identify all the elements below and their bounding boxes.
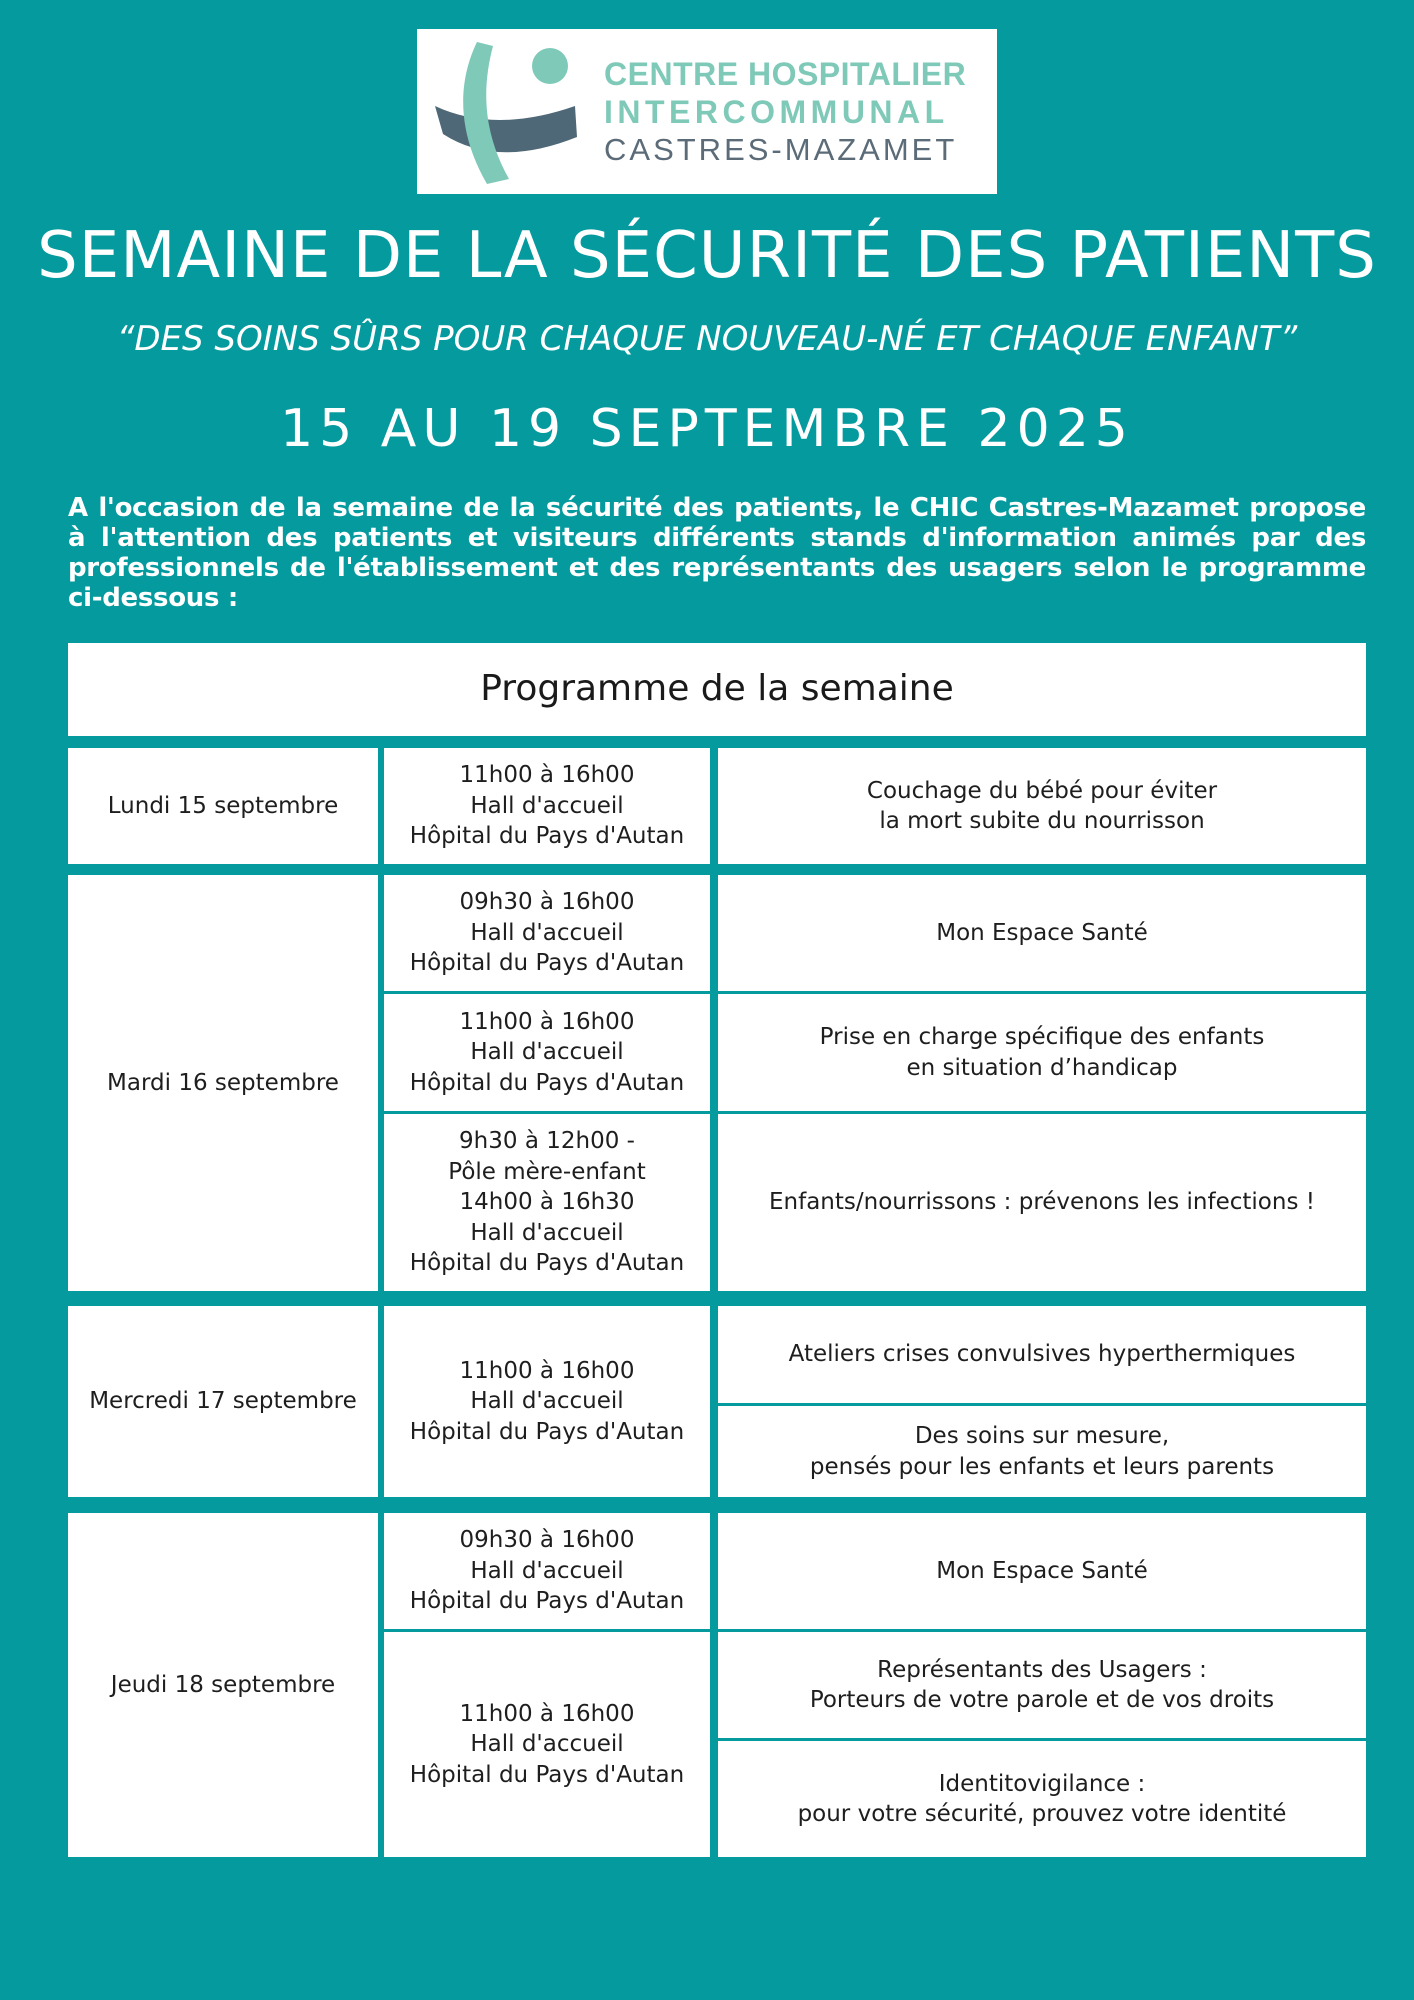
topic-cell [718,1513,1366,1629]
topic-text: Des soins sur mesure, pensés pour les enfants et leurs parents [809,1423,1275,1480]
topic-text: Enfants/nourrissons : prévenons les infections ! [769,1189,1315,1216]
topic-text: Ateliers crises convulsives hyperthermiques [788,1341,1296,1368]
topic-text: Mon Espace Santé [936,919,1148,946]
day-label: Lundi 15 septembre [107,792,339,819]
time-location-cell [384,1632,710,1857]
logo-line-2: INTERCOMMUNAL [604,94,949,130]
time-location-text: 9h30 à 12h00 - Pôle mère-enfant 14h00 à 16h30 Hall d'accueil Hôpital du Pays d'Autan [409,1128,685,1277]
intro-paragraph: A l'occasion de la semaine de la sécurité des patients, le CHIC Castres-Mazamet propose à l'attention des patients et visiteurs différents stands d'information animés par des professionnels de l'établissement et des représentants des usagers selon le programme ci-dessous : [68,493,1366,613]
day-label: Jeudi 18 septembre [110,1671,336,1698]
time-location-cell [384,994,710,1111]
logo-line-1: CENTRE HOSPITALIER [604,56,967,92]
day-label: Mardi 16 septembre [107,1069,339,1096]
day-label: Mercredi 17 septembre [89,1388,357,1415]
time-location-cell [384,1306,710,1497]
topic-cell [718,1114,1366,1291]
topic-text: Prise en charge spécifique des enfants en situation d’handicap [819,1024,1265,1081]
time-location-text: 11h00 à 16h00 Hall d'accueil Hôpital du Pays d'Autan [409,1008,685,1096]
topic-text: Identitovigilance : pour votre sécurité, prouvez votre identité [797,1770,1287,1827]
time-location-text: 09h30 à 16h00 Hall d'accueil Hôpital du Pays d'Autan [409,1527,685,1615]
topic-cell [718,875,1366,991]
topic-cell [718,748,1366,864]
day-cell [68,875,378,1291]
topic-text: Représentants des Usagers : Porteurs de votre parole et de vos droits [809,1656,1275,1713]
time-location-text: 11h00 à 16h00 Hall d'accueil Hôpital du Pays d'Autan [409,762,685,850]
page-subtitle: “DES SOINS SÛRS POUR CHAQUE NOUVEAU-NÉ ET CHAQUE ENFANT” [116,319,1298,359]
logo-line-3: CASTRES-MAZAMET [604,132,958,167]
time-location-text: 09h30 à 16h00 Hall d'accueil Hôpital du Pays d'Autan [409,889,685,977]
hospital-logo [417,29,997,194]
page-title: SEMAINE DE LA SÉCURITÉ DES PATIENTS [37,219,1377,293]
topic-cell [718,1741,1366,1857]
programme-heading [68,643,1366,736]
day-cell [68,1306,378,1497]
topic-cell [718,994,1366,1111]
topic-text: Mon Espace Santé [936,1557,1148,1584]
time-location-cell [384,1114,710,1291]
time-location-text: 11h00 à 16h00 Hall d'accueil Hôpital du Pays d'Autan [409,1357,685,1445]
day-cell [68,748,378,864]
day-cell [68,1513,378,1857]
topic-cell [718,1632,1366,1738]
time-location-cell [384,1513,710,1629]
logo-wordmark [604,55,966,169]
time-location-cell [384,875,710,991]
programme-heading-text: Programme de la semaine [480,668,954,710]
time-location-cell [384,748,710,864]
time-location-text: 11h00 à 16h00 Hall d'accueil Hôpital du Pays d'Autan [409,1700,685,1788]
hospital-logo-icon [425,34,595,189]
event-dates: 15 AU 19 SEPTEMBRE 2025 [280,399,1134,459]
topic-cell [718,1406,1366,1497]
topic-cell [718,1306,1366,1403]
topic-text: Couchage du bébé pour éviter la mort subite du nourrisson [866,777,1218,834]
